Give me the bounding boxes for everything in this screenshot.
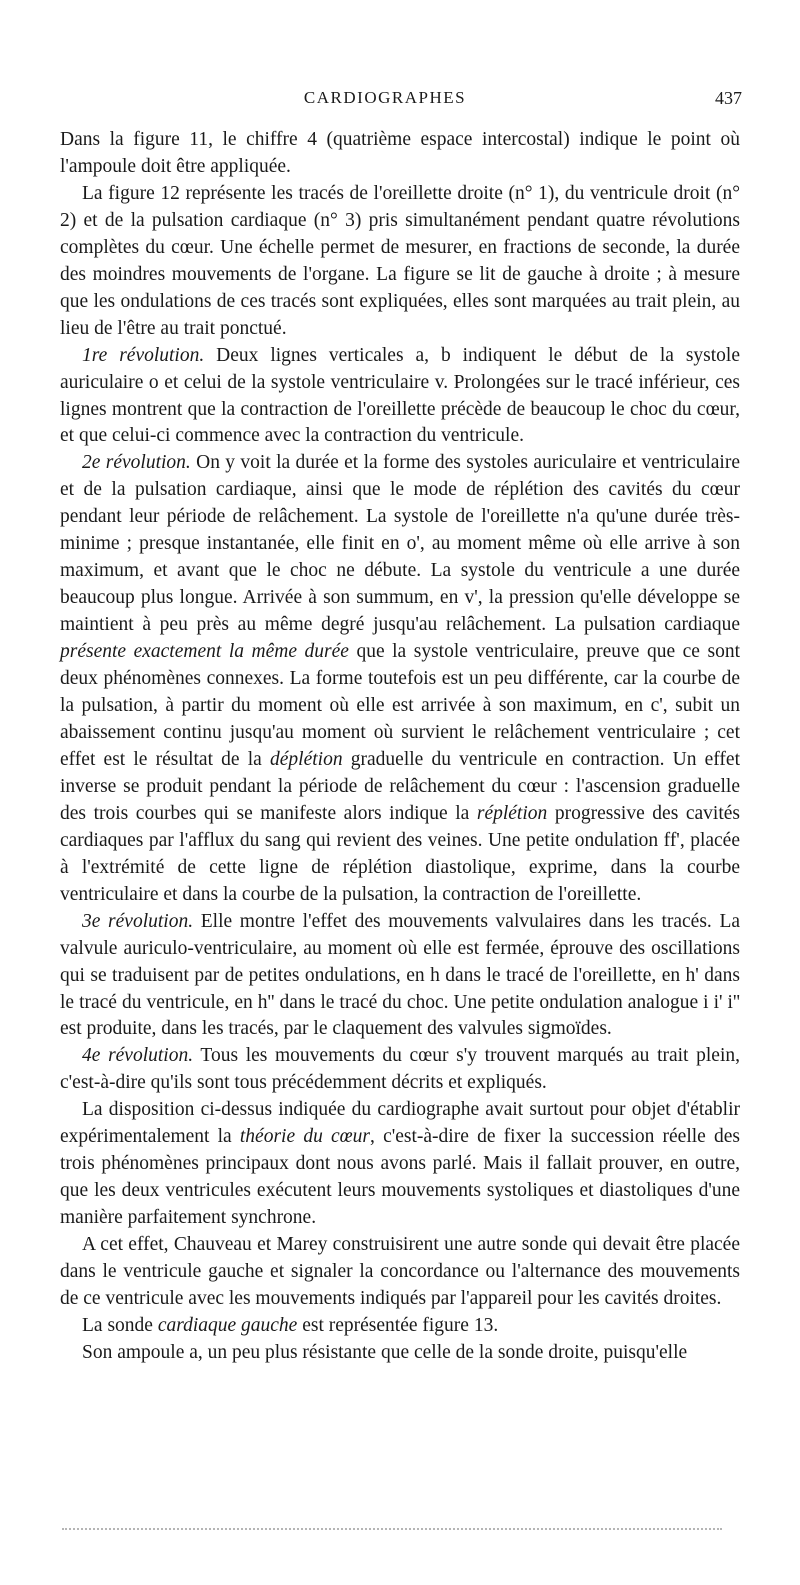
- section-lead: 1re révolution.: [82, 344, 205, 366]
- emphasis: théorie du cœur: [239, 1126, 371, 1148]
- paragraph: Son ampoule a, un peu plus résistante que celle de la sonde droite, puisqu'elle: [82, 1341, 688, 1363]
- paragraph-text: Elle montre l'effet des mouvements valvulaires dans les tracés. La valvule auriculo-ventriculaire, au moment où elle est fermée, éprouve des oscillations qui se traduisent par de petites ondulations, en h dans le tracé de l'oreillette, en h' dans le tracé du ventricule, en h'' dans le tracé du choc. Une petite ondulation analogue i i' i'' est produite, dans les tracés, par le claquement des valvules sigmoïdes.: [60, 910, 741, 1040]
- paragraph-text: La sonde: [82, 1314, 158, 1336]
- paragraph: [60, 1313, 740, 1340]
- paragraph: [60, 909, 740, 1044]
- paragraph: [60, 1043, 740, 1097]
- body-text: [60, 127, 740, 1367]
- page-header: [0, 88, 800, 118]
- paragraph-text: Tous les mouvements du cœur s'y trouvent marqués au trait plein, c'est-à-dire qu'ils sont tous précédemment décrits et expliqués.: [60, 1045, 740, 1094]
- paragraph-text: , c'est-à-dire de fixer la succession réelle des trois phénomènes principaux dont nous avons parlé. Mais il fallait prouver, en outre, que les deux ventricules exécutent leurs mouvements systoliques et diastoliques d'une manière parfaitement synchrone.: [60, 1126, 740, 1229]
- paragraph: La figure 12 représente les tracés de l'oreillette droite (n° 1), du ventricule droit (n° 2) et de la pulsation cardiaque (n° 3) pris simultanément pendant quatre révolutions complètes du cœur. Une échelle permet de mesurer, en fractions de seconde, la durée des moindres mouvements de l'organe. La figure se lit de gauche à droite ; à mesure que les ondulations de ces tracés sont expliquées, elles sont marquées au trait plein, au lieu de l'être au trait ponctué.: [60, 182, 740, 339]
- emphasis: cardiaque gauche: [157, 1314, 298, 1336]
- bottom-dotted-rule: [62, 1528, 722, 1530]
- paragraph: Dans la figure 11, le chiffre 4 (quatrième espace intercostal) indique le point où l'ampoule doit être appliquée.: [60, 129, 740, 177]
- paragraph: [60, 1097, 740, 1232]
- section-lead: 4e révolution.: [82, 1045, 194, 1067]
- paragraph: [60, 450, 740, 908]
- emphasis: présente exactement la même durée: [60, 641, 349, 663]
- paragraph-text: progressive des cavités cardiaques par l'afflux du sang qui revient des veines. Une petite ondulation ff', placée à l'extrémité de cette ligne de réplétion diastolique, exprime, dans la courbe ventriculaire et dans la courbe de la pulsation, la contraction de l'oreillette.: [60, 802, 740, 905]
- page-number: 437: [715, 88, 742, 108]
- paragraph-text: est représentée figure 13.: [297, 1314, 499, 1336]
- paragraph-text: que la systole ventriculaire, preuve que ce sont deux phénomènes connexes. La forme toutefois est un peu différente, car la courbe de la pulsation, à partir du moment où elle est arrivée à son maximum, en c', subit un abaissement continu jusqu'au moment où survient le relâchement ventriculaire ; cet effet est le résultat de la: [60, 641, 740, 770]
- paragraph-text: On y voit la durée et la forme des systoles auriculaire et ventriculaire et de la pulsation cardiaque, ainsi que le mode de réplétion des cavités du cœur pendant leur période de relâchement. La systole de l'oreillette n'a qu'une durée très-minime ; presque instantanée, elle finit en o', au moment même où elle arrive à son maximum, et avant que le choc ne débute. La systole du ventricule a une durée beaucoup plus longue. Arrivée à son summum, en v', la pression qu'elle développe se maintient à peu près au même degré jusqu'au relâchement. La pulsation cardiaque: [60, 452, 740, 636]
- paragraph-text: Deux lignes verticales a, b indiquent le début de la systole auriculaire o et celui de la systole ventriculaire v. Prolongées sur le tracé inférieur, ces lignes montrent que la contraction de l'oreillette précède de beaucoup le choc du cœur, et que celui-ci commence avec la contraction du ventricule.: [60, 344, 740, 447]
- paragraph-text: La disposition ci-dessus indiquée du cardiographe avait surtout pour objet d'établir expérimentalement la: [60, 1099, 740, 1148]
- emphasis: déplétion: [270, 748, 343, 770]
- section-lead: 2e révolution.: [82, 452, 191, 474]
- running-title: CARDIOGRAPHES: [303, 88, 467, 107]
- paragraph-text: graduelle du ventricule en contraction. Un effet inverse se produit pendant la période de relâchement du cœur : l'ascension graduelle des trois courbes qui se manifeste alors indique la: [60, 748, 740, 824]
- emphasis: réplétion: [476, 802, 548, 824]
- section-lead: 3e révolution.: [82, 910, 194, 932]
- paragraph: [60, 343, 740, 451]
- paragraph: A cet effet, Chauveau et Marey construisirent une autre sonde qui devait être placée dans le ventricule gauche et signaler la concordance ou l'alternance des mouvements de ce ventricule avec les mouvements indiqués par l'appareil pour les cavités droites.: [60, 1234, 740, 1309]
